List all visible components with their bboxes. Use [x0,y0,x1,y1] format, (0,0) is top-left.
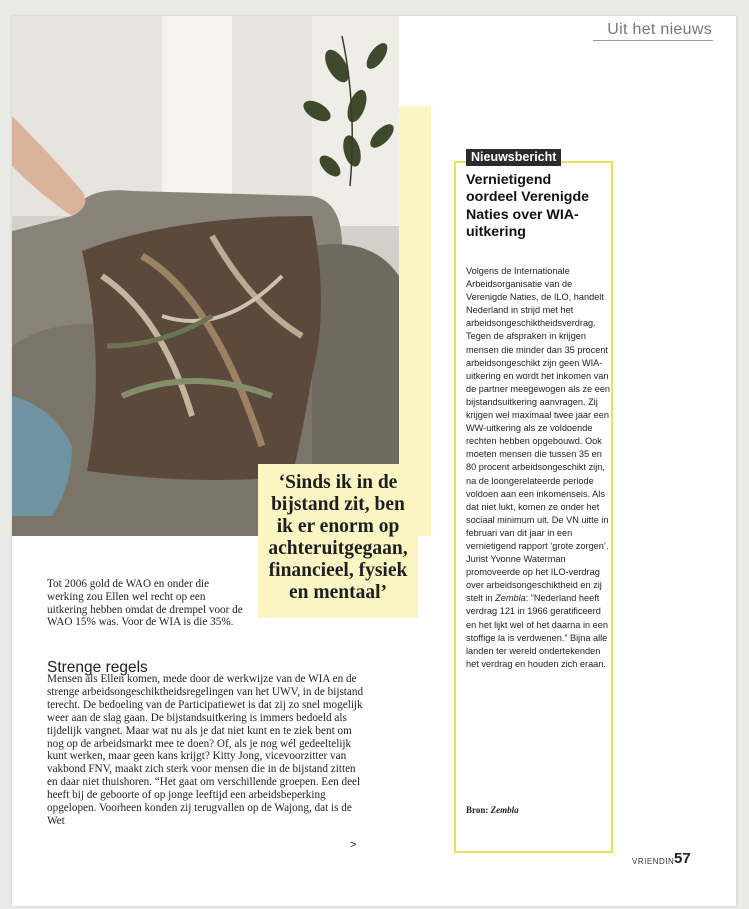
page-edge [736,16,741,906]
subheading: Strenge regels [47,659,148,676]
body-text: Mensen als Ellen komen, mede door de werkwijze van de WIA en de strenge arbeidsongeschiktheidsregelingen van het UWV, in de bijstand terecht. De bedoeling van de Participatiewet is dat zij zo snel mogelijk weer aan de slag gaan. De bijstandsuitkering is immers bedoeld als tijdelijk vangnet. Maar wat nu als je dat niet kunt en te ziek bent om nog op de arbeidsmarkt mee te doen? Of, als je nog wél gedeeltelijk kunt werken, maar geen kans krijgt? Kitty Jong, vicevoorzitter van vakbond FNV, maakt zich sterk voor mensen die in de bijstand zitten en daar niet thuishoren. “Het gaat om verschillende groepen. Een deel heeft bij de geboorte of op jonge leeftijd een arbeidsbeperking opgelopen. Voorheen konden zij terugvallen op de Wajong, dat is de Wet [47,673,364,827]
intro-paragraph: Tot 2006 gold de WAO en onder die werking zou Ellen wel recht op een uitkering hebben omdat de drempel voor de WAO 15% was. Voor de WIA is die 35%. [47,578,243,629]
body-paragraph [47,673,367,828]
news-body-pre: Volgens de Internationale Arbeidsorganisatie van de Verenigde Naties, de ILO, handelt Nederland in strijd met het arbeidsongeschiktheidsverdrag. Tegen de afspraken in krijgen mensen die minder dan 35 procent arbeidsongeschikt zijn geen WIA-uitkering en wordt het inkomen van de partner meegewogen als ze een bijstandsuitkering aanvragen. Zij krijgen wel maximaal twee jaar een WW-uitkering als ze voldoende rechten hebben opgebouwd. Ook moeten mensen die tussen 35 en 80 procent arbeidsongeschikt zijn, na de loongerelateerde periode voldoen aan een inkomenseis. Als dat niet lukt, komen ze onder het sociaal minimum uit. De VN uitte in februari van dit jaar in een vernietigend rapport ‘grote zorgen’. Jurist Yvonne Waterman promoveerde op het ILO-verdrag over arbeidsongeschiktheid en zij stelt in [466,266,611,604]
news-source [466,805,519,815]
photo-sofa-cushion [12,16,399,536]
pull-quote-box [258,464,418,618]
news-tag: Nieuwsbericht [466,149,561,166]
section-underline [593,40,713,41]
news-source-name: Zembla [490,805,519,815]
news-body [466,265,611,671]
news-body-em: Zembla [495,593,526,604]
photo-illustration [12,16,399,536]
pull-quote: ‘Sinds ik in de bijstand zit, ben ik er enorm op achteruitgegaan, financieel, fysiek en mentaal’ [268,472,408,603]
news-body-post: : “Nederland heeft verdrag 121 in 1966 geratificeerd en het lijkt wel of het daarna in een stoffige la is verdwenen.” Bijna alle landen ter wereld ondertekenden het verdrag en houden zich eraan. [466,593,608,669]
page-number: 57 [674,850,691,867]
news-title: Vernietigend oordeel Verenigde Naties over WIA-uitkering [466,172,589,241]
news-source-label: Bron: [466,805,489,815]
section-tag: Uit het nieuws [607,21,712,38]
continue-arrow: > [350,839,357,851]
footer-magazine-name: VRIENDIN [632,857,675,866]
